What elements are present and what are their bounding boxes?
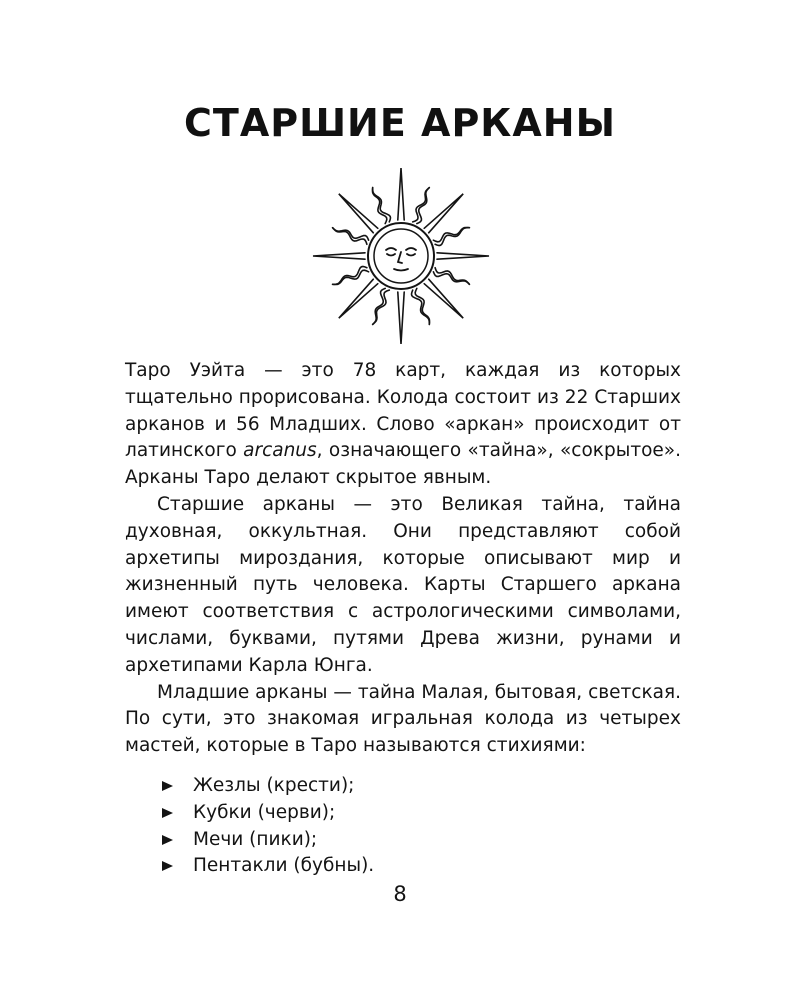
triangle-bullet-icon [162,781,173,791]
sun-ray-wavy [435,228,469,246]
list-item: Пентакли (бубны). [125,853,681,880]
sun-ray [398,168,404,220]
list-item: Жезлы (крести); [125,773,681,800]
sun-ray-wavy [415,288,429,324]
body-text [125,358,681,880]
sun-ray-wavy [333,270,369,284]
list-item: Мечи (пики); [125,827,681,854]
paragraph-1: Таро Уэйта — это 78 карт, каждая из которых тщательно прорисована. Колода состоит из 22 Старших арканов и 56 Младших. Слово «аркан» происходит от латинского arcanus, означающего «тайна», «сокрытое». Арканы Таро делают скрытое явным. [125,360,681,489]
list-item: Кубки (черви); [125,800,681,827]
sun-ray-wavy [333,267,367,285]
sun-ray [424,279,463,318]
suits-list [125,773,681,880]
sun-ray [339,279,378,318]
sun-ray [437,253,489,259]
sun-ray-wavy [373,188,391,222]
triangle-bullet-icon [162,861,173,871]
sun-ray-wavy [412,290,430,324]
sun-ray [398,292,404,344]
sun-ray [313,253,365,259]
paragraph-2: Старшие арканы — это Великая тайна, тайна духовная, оккультная. Они представляют собой архетипы мироздания, которые описывают мир и жизненный путь человека. Карты Старшего аркана имеют соответствия с астрологическими символами, числами, буквами, путями Древа жизни, рунами и архетипами Карла Юнга. [125,493,681,676]
paragraph-3: Младшие арканы — тайна Малая, бытовая, светская. По сути, это знакомая игральная колода из четырех мастей, которые в Таро называются стихиями: [125,681,681,757]
page-number: 8 [393,882,407,906]
sun-ray-wavy [433,228,469,242]
sun-ray [339,194,378,233]
sun-ray-wavy [373,188,387,224]
triangle-bullet-icon [162,835,173,845]
page-title: СТАРШИЕ АРКАНЫ [184,101,616,145]
triangle-bullet-icon [162,808,173,818]
sun-with-face-icon [296,166,506,346]
sun-ray [424,194,463,233]
